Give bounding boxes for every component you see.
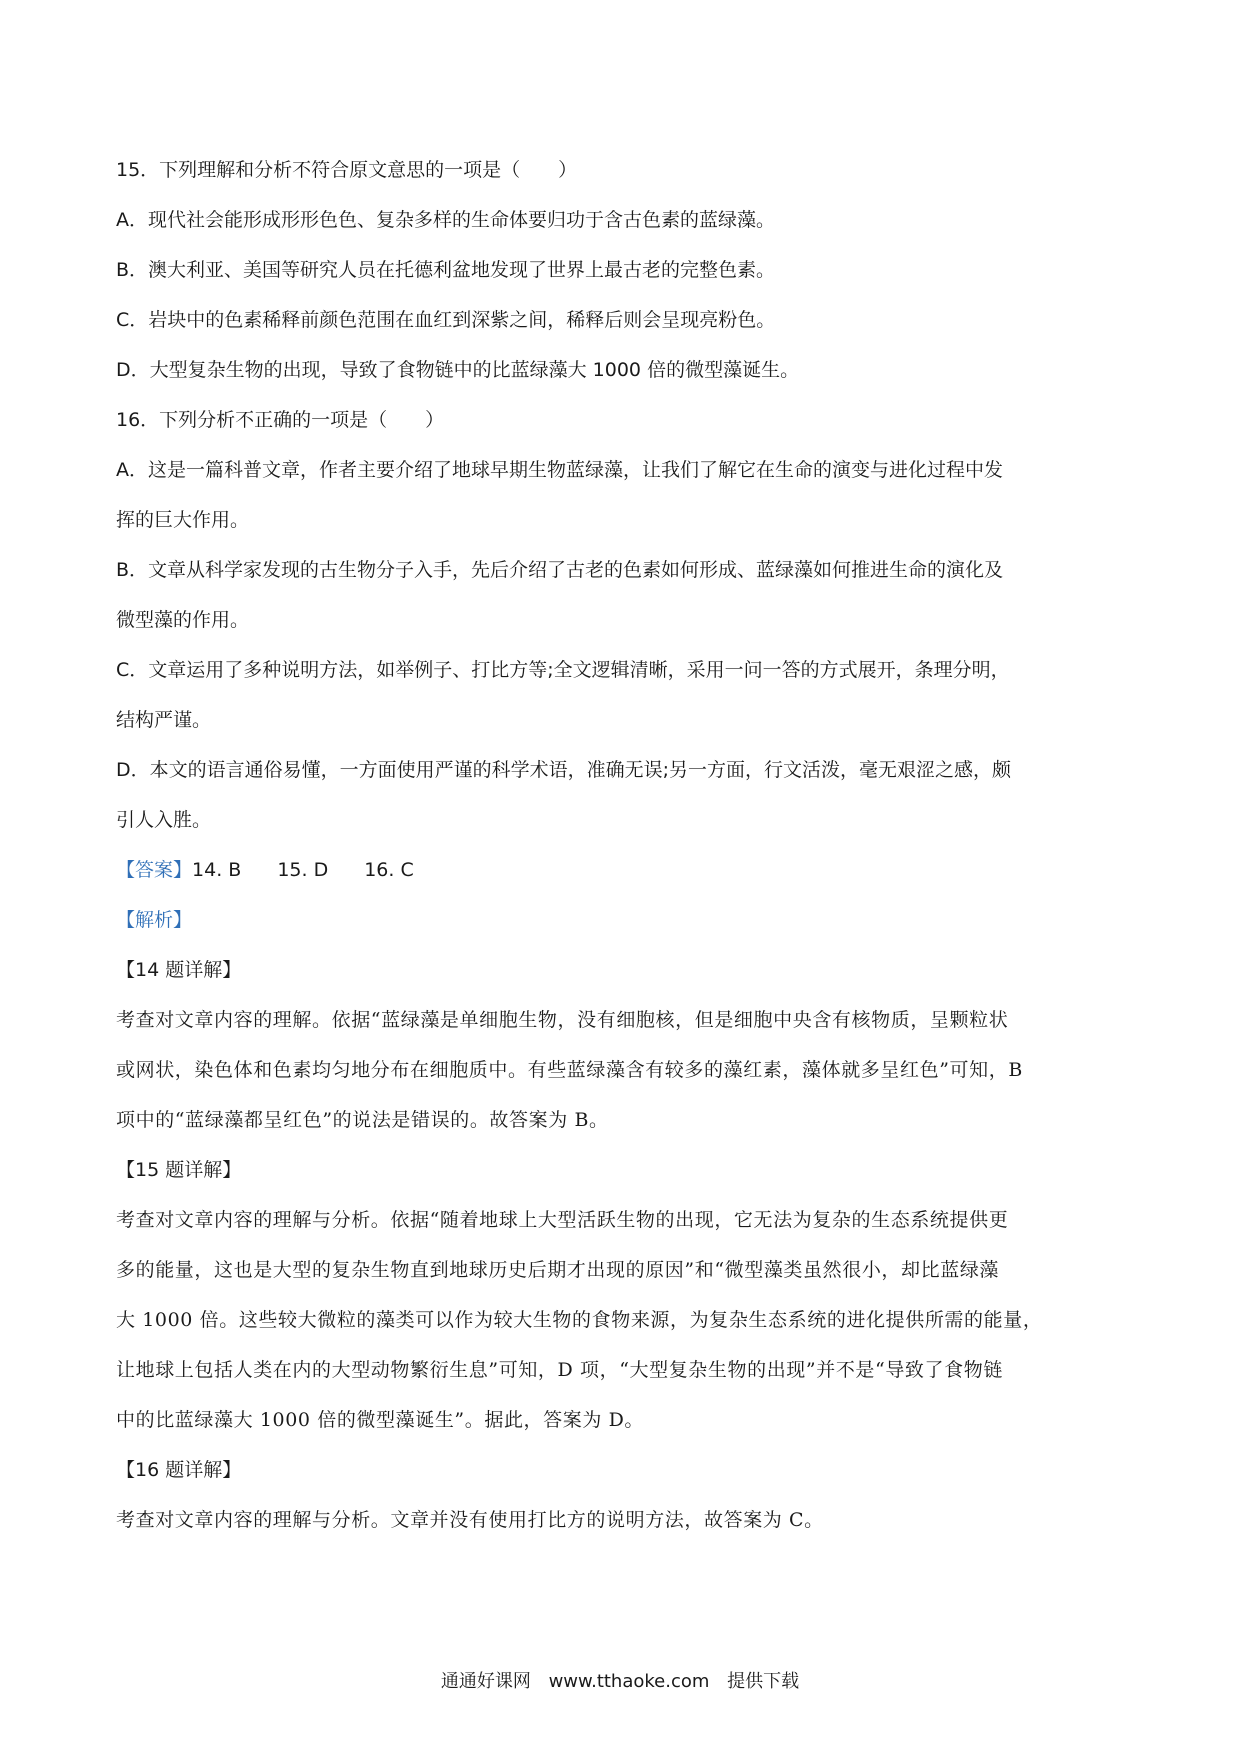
detail-15-heading: 【15 题详解】 — [116, 1159, 242, 1181]
detail-15-line: 考查对文章内容的理解与分析。依据“随着地球上大型活跃生物的出现，它无法为复杂的生态系统提供更 — [116, 1209, 1009, 1231]
q16-option-b-cont: 微型藻的作用。 — [116, 609, 250, 631]
q15-option-a: A．现代社会能形成形形色色、复杂多样的生命体要归功于含古色素的蓝绿藻。 — [116, 209, 775, 231]
detail-14-line: 项中的“蓝绿藻都呈红色”的说法是错误的。故答案为 B。 — [116, 1109, 609, 1131]
q15-option-d: D．大型复杂生物的出现，导致了食物链中的比蓝绿藻大 1000 倍的微型藻诞生。 — [116, 359, 800, 381]
q16-option-d-cont: 引人入胜。 — [116, 809, 212, 831]
q16-option-c: C．文章运用了多种说明方法，如举例子、打比方等;全文逻辑清晰，采用一问一答的方式展开，条理分明， — [116, 659, 1010, 681]
answer-16: 16. C — [364, 859, 414, 881]
detail-14-line: 或网状，染色体和色素均匀地分布在细胞质中。有些蓝绿藻含有较多的藻红素，藻体就多呈红色”可知，B — [116, 1059, 1023, 1081]
detail-16-line: 考查对文章内容的理解与分析。文章并没有使用打比方的说明方法，故答案为 C。 — [116, 1509, 824, 1531]
analysis-label: 【解析】 — [116, 909, 193, 931]
footer-note: 提供下载 — [727, 1671, 800, 1692]
q15-option-c: C．岩块中的色素稀释前颜色范围在血红到深紫之间，稀释后则会呈现亮粉色。 — [116, 309, 776, 331]
footer-site-name: 通通好课网 — [440, 1671, 531, 1692]
q16-option-a-cont: 挥的巨大作用。 — [116, 509, 250, 531]
q16-option-c-cont: 结构严谨。 — [116, 709, 212, 731]
document-body — [116, 158, 1126, 1533]
detail-15-line: 多的能量，这也是大型的复杂生物直到地球历史后期才出现的原因”和“微型藻类虽然很小，却比蓝绿藻 — [116, 1259, 1000, 1281]
detail-15-line: 中的比蓝绿藻大 1000 倍的微型藻诞生”。据此，答案为 D。 — [116, 1409, 645, 1431]
q15-stem: 15．下列理解和分析不符合原文意思的一项是（ ） — [116, 159, 578, 181]
q16-option-b: B．文章从科学家发现的古生物分子入手，先后介绍了古老的色素如何形成、蓝绿藻如何推进生命的演化及 — [116, 559, 1004, 581]
detail-15-line: 大 1000 倍。这些较大微粒的藻类可以作为较大生物的食物来源，为复杂生态系统的进化提供所需的能量， — [116, 1309, 1043, 1331]
answer-label: 【答案】 — [116, 859, 193, 881]
answer-14: 14. B — [192, 859, 242, 881]
q15-option-b: B．澳大利亚、美国等研究人员在托德利盆地发现了世界上最古老的完整色素。 — [116, 259, 776, 281]
answer-15: 15. D — [277, 859, 329, 881]
detail-16-heading: 【16 题详解】 — [116, 1459, 242, 1481]
detail-14-line: 考查对文章内容的理解。依据“蓝绿藻是单细胞生物，没有细胞核，但是细胞中央含有核物质，呈颗粒状 — [116, 1009, 1009, 1031]
q16-option-d: D．本文的语言通俗易懂，一方面使用严谨的科学术语，准确无误;另一方面，行文活泼，毫无艰涩之感，颇 — [116, 759, 1012, 781]
answer-row — [116, 858, 1126, 883]
footer-url[interactable]: www.tthaoke.com — [548, 1671, 710, 1692]
page-footer — [0, 1670, 1240, 1694]
q16-stem: 16．下列分析不正确的一项是（ ） — [116, 409, 445, 431]
q16-option-a: A．这是一篇科普文章，作者主要介绍了地球早期生物蓝绿藻，让我们了解它在生命的演变与进化过程中发 — [116, 459, 1004, 481]
detail-14-heading: 【14 题详解】 — [116, 959, 242, 981]
detail-15-line: 让地球上包括人类在内的大型动物繁衍生息”可知，D 项，“大型复杂生物的出现”并不是“导致了食物链 — [116, 1359, 1003, 1381]
